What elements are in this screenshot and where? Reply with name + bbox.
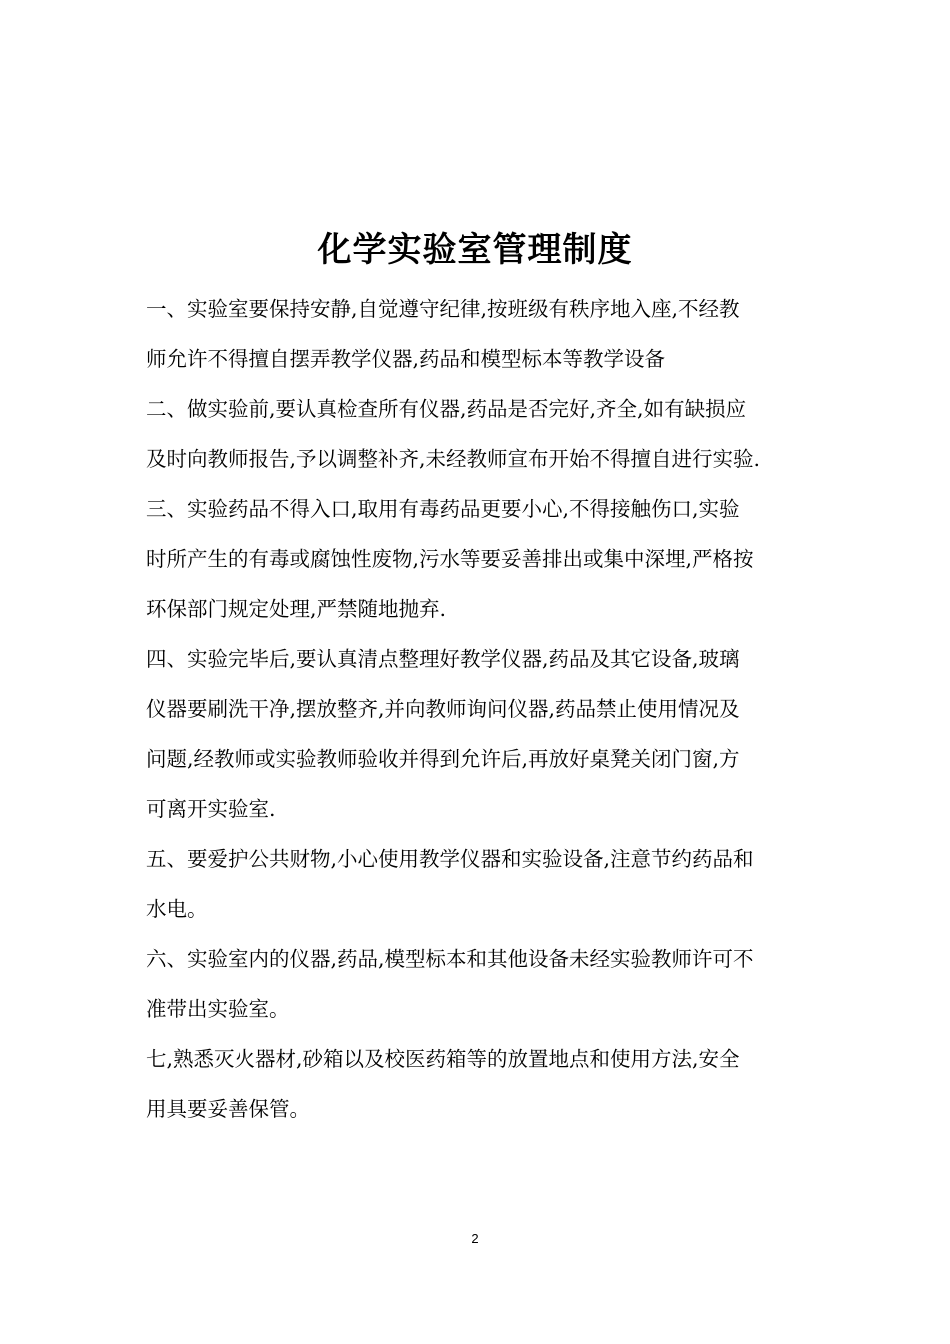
- rule-3: [146, 484, 810, 634]
- rule-line: 准带出实验室。: [146, 997, 290, 1021]
- page-number: 2: [471, 1231, 479, 1246]
- rule-1: [146, 284, 810, 384]
- rule-line: 师允许不得擅自摆弄教学仪器,药品和模型标本等教学设备: [146, 347, 666, 371]
- rules-body: [146, 284, 810, 1134]
- rule-line: 时所产生的有毒或腐蚀性废物,污水等要妥善排出或集中深埋,严格按: [146, 547, 754, 571]
- rule-4: [146, 634, 810, 834]
- rule-line: 水电。: [146, 897, 208, 921]
- rule-7: [146, 1034, 810, 1134]
- rule-line: 一、实验室要保持安静,自觉遵守纪律,按班级有秩序地入座,不经教: [146, 297, 740, 321]
- rule-6: [146, 934, 810, 1034]
- rule-line: 三、实验药品不得入口,取用有毒药品更要小心,不得接触伤口,实验: [146, 497, 740, 521]
- rule-2: [146, 384, 810, 484]
- rule-line: 可离开实验室.: [146, 797, 276, 821]
- rule-line: 六、实验室内的仪器,药品,模型标本和其他设备未经实验教师许可不: [146, 947, 754, 971]
- page-title: 化学实验室管理制度: [317, 230, 633, 270]
- rule-5: [146, 834, 810, 934]
- rule-line: 七,熟悉灭火器材,砂箱以及校医药箱等的放置地点和使用方法,安全: [146, 1047, 740, 1071]
- rule-line: 环保部门规定处理,严禁随地抛弃.: [146, 597, 447, 621]
- rule-line: 五、要爱护公共财物,小心使用教学仪器和实验设备,注意节约药品和: [146, 847, 754, 871]
- rule-line: 四、实验完毕后,要认真清点整理好教学仪器,药品及其它设备,玻璃: [146, 647, 740, 671]
- rule-line: 问题,经教师或实验教师验收并得到允许后,再放好桌凳关闭门窗,方: [146, 747, 740, 771]
- rule-line: 用具要妥善保管。: [146, 1097, 310, 1121]
- rule-line: 及时向教师报告,予以调整补齐,未经教师宣布开始不得擅自进行实验.: [146, 447, 761, 471]
- rule-line: 仪器要刷洗干净,摆放整齐,并向教师询问仪器,药品禁止使用情况及: [146, 697, 740, 721]
- rule-line: 二、做实验前,要认真检查所有仪器,药品是否完好,齐全,如有缺损应: [146, 397, 747, 421]
